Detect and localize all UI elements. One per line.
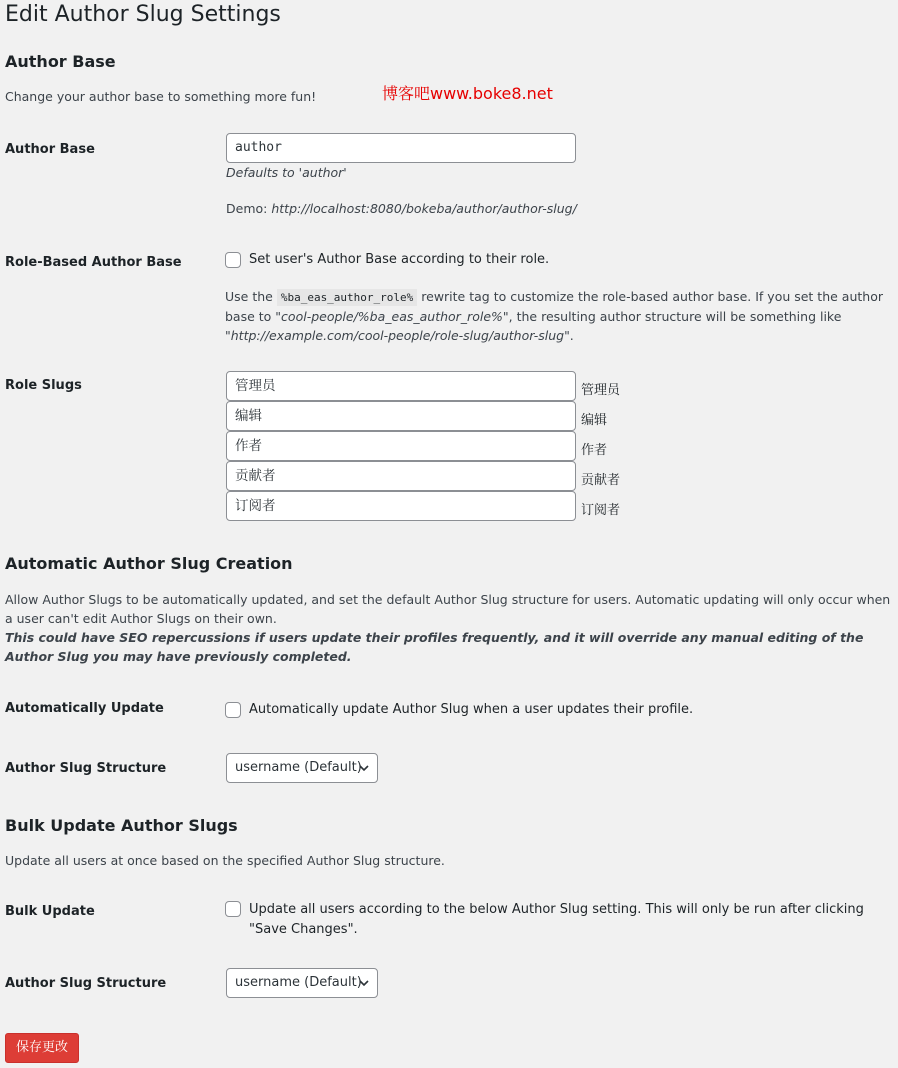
bulk-update-label: Bulk Update xyxy=(5,904,95,919)
bulk-structure-select[interactable] xyxy=(226,968,378,998)
section-description-bulk: Update all users at once based on the specified Author Slug structure. xyxy=(5,853,445,868)
role-slug-input[interactable]: 贡献者 xyxy=(226,461,576,491)
section-description-automatic xyxy=(5,590,895,666)
auto-update-checkbox[interactable] xyxy=(225,702,241,718)
role-slug-input[interactable]: 管理员 xyxy=(226,371,576,401)
auto-update-checkbox-label[interactable]: Automatically update Author Slug when a user updates their profile. xyxy=(249,702,694,717)
watermark: 博客吧www.boke8.net xyxy=(382,84,553,103)
rewrite-tag-code: %ba_eas_author_role% xyxy=(277,289,417,306)
role-based-help xyxy=(225,287,890,345)
auto-structure-label: Author Slug Structure xyxy=(5,761,167,776)
author-base-label: Author Base xyxy=(5,142,95,157)
section-heading-bulk: Bulk Update Author Slugs xyxy=(5,816,238,835)
save-button[interactable]: 保存更改 xyxy=(5,1033,79,1063)
role-slug-input[interactable]: 订阅者 xyxy=(226,491,576,521)
auto-structure-select[interactable] xyxy=(226,753,378,783)
chevron-down-icon xyxy=(358,762,370,774)
role-name-label: 订阅者 xyxy=(581,503,621,518)
role-slugs-label: Role Slugs xyxy=(5,378,82,393)
auto-structure-value: username (Default) xyxy=(235,760,362,775)
help-prefix: Use the xyxy=(225,289,273,304)
role-name-label: 贡献者 xyxy=(581,473,621,488)
bulk-update-checkbox[interactable] xyxy=(225,901,241,917)
role-based-label: Role-Based Author Base xyxy=(5,255,182,270)
role-name-label: 管理员 xyxy=(581,383,621,398)
section-heading-automatic: Automatic Author Slug Creation xyxy=(5,554,293,573)
bulk-structure-value: username (Default) xyxy=(235,975,362,990)
role-name-label: 编辑 xyxy=(581,413,608,428)
help-example-base: cool-people/%ba_eas_author_role% xyxy=(281,309,503,324)
auto-description-text: Allow Author Slugs to be automatically updated, and set the default Author Slug structure for users. Automatic updating will only occur when a user can't edit Author Slugs on their own. xyxy=(5,592,891,626)
help-mid: rewrite tag to customize the role-based author base. If you set the author base to " xyxy=(225,289,883,324)
auto-warning-text: This could have SEO repercussions if users update their profiles frequently, and it will override any manual editing of the Author Slug you may have previously completed. xyxy=(5,630,864,664)
demo-url: http://localhost:8080/bokeba/author/author-slug/ xyxy=(271,201,577,216)
help-mid2: ", the resulting author structure will be something like " xyxy=(225,309,842,343)
bulk-update-checkbox-label[interactable]: Update all users according to the below Author Slug setting. This will only be run after clicking "Save Changes". xyxy=(249,902,864,937)
role-slug-input[interactable]: 编辑 xyxy=(226,401,576,431)
author-base-hint: Defaults to 'author' xyxy=(226,165,347,180)
help-example-url: http://example.com/cool-people/role-slug/author-slug xyxy=(230,328,565,343)
author-base-demo xyxy=(226,201,577,216)
role-slug-input[interactable]: 作者 xyxy=(226,431,576,461)
help-suffix: ". xyxy=(564,328,574,343)
bulk-structure-label: Author Slug Structure xyxy=(5,976,167,991)
demo-label: Demo: xyxy=(226,201,268,216)
role-based-checkbox[interactable] xyxy=(225,252,241,268)
role-based-checkbox-label[interactable]: Set user's Author Base according to their role. xyxy=(249,252,550,267)
section-heading-author-base: Author Base xyxy=(5,52,116,71)
role-name-label: 作者 xyxy=(581,443,608,458)
section-description-author-base: Change your author base to something more fun! xyxy=(5,89,317,104)
page-title: Edit Author Slug Settings xyxy=(5,2,281,27)
author-base-input[interactable]: author xyxy=(226,133,576,163)
auto-update-label: Automatically Update xyxy=(5,701,164,716)
chevron-down-icon xyxy=(358,977,370,989)
